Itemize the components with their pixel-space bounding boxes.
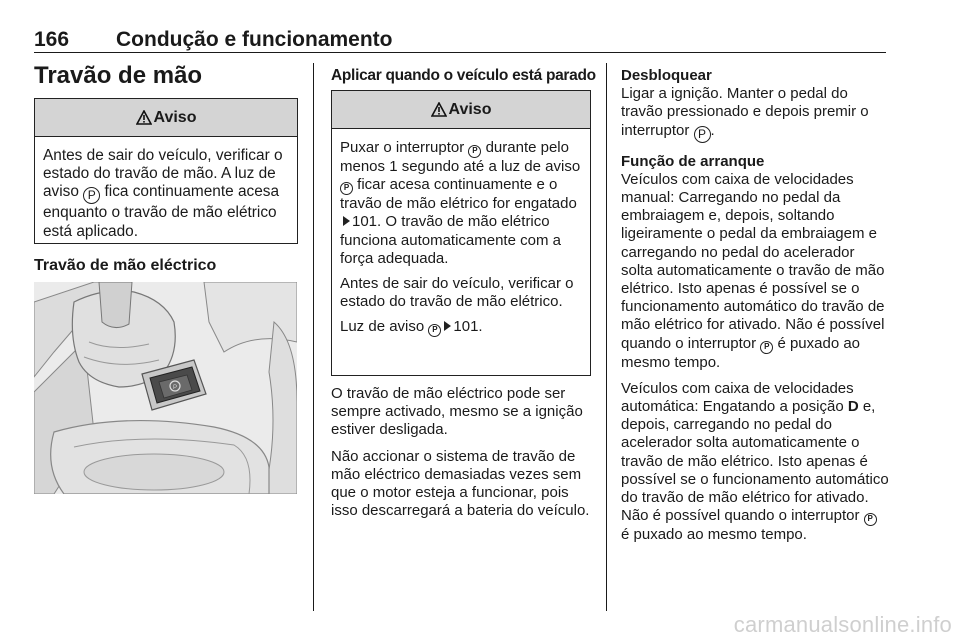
manual-transmission-text: Veículos com caixa de velocidades manual: Carregando no pedal da embraiagem e, depois, soltando ligeiramente o pedal da embraiagem e carregando no pedal do acelerador solta automaticamente o travão de mão elétrico. Isto apenas é possível se o funcionamento automático do travão de mão elétrico for ativado. Não é possível quando o interruptor P é puxado ao mesmo tempo.	[621, 170, 885, 371]
release-heading: Desbloquear	[621, 67, 712, 84]
running-title: Condução e funcionamento	[116, 28, 393, 51]
page-header	[34, 28, 886, 52]
page-number: 166	[34, 28, 70, 51]
warning-heading-label: Aviso	[153, 108, 197, 126]
warning-2-para-1: Puxar o interruptor P durante pelo menos 1 segundo até a luz de aviso P ficar acesa continuamente e o travão de mão elétrico for engatado101. O travão de mão elétrico funciona automaticamente com a força adequada.	[340, 139, 581, 267]
column-divider-1	[313, 63, 314, 611]
warning-heading-2	[332, 91, 590, 129]
column-2-body	[331, 385, 593, 528]
body-paragraph: Não accionar o sistema de travão de mão eléctrico demasiadas vezes sem que o motor esteja a funcionar, pois isso descarregará a bateria do veículo.	[331, 447, 590, 520]
page-reference-arrow-icon	[444, 321, 451, 331]
brake-switch-icon: P	[760, 341, 773, 354]
gear-position: D	[847, 398, 859, 416]
console-drawing	[34, 282, 297, 494]
parking-brake-light-icon: P	[83, 187, 100, 204]
start-function-heading: Função de arranque	[621, 152, 765, 170]
brake-switch-icon: P	[694, 126, 711, 143]
warning-2-para-2: Antes de sair do veículo, verificar o estado do travão de mão elétrico.	[340, 275, 574, 311]
body-paragraph: O travão de mão eléctrico pode ser sempre activado, mesmo se a ignição estiver desligada.	[331, 385, 583, 439]
warning-heading-label: Aviso	[448, 100, 492, 118]
page-reference[interactable]: 101.	[453, 318, 483, 336]
warning-1-text: Antes de sair do veículo, verificar o estado do travão de mão. A luz de aviso P fica continuamente acesa enquanto o travão de mão elétrico está aplicado.	[43, 147, 283, 240]
page-reference-arrow-icon	[343, 216, 350, 226]
svg-text:P: P	[172, 385, 178, 391]
center-console-illustration	[34, 282, 297, 494]
watermark: carmanualsonline.info	[733, 612, 952, 637]
section-title: Travão de mão	[34, 62, 203, 89]
brake-warning-light-icon: P	[340, 182, 353, 195]
header-rule	[34, 52, 886, 53]
warning-heading	[35, 99, 297, 137]
release-text: Ligar a ignição. Manter o pedal do travão pressionado e depois premir o interruptor P .	[621, 85, 869, 141]
apply-heading: Aplicar quando o veículo está parado	[331, 67, 596, 84]
brake-warning-light-icon: P	[428, 324, 441, 337]
page-reference[interactable]: 101	[352, 213, 378, 231]
brake-switch-icon: P	[864, 513, 877, 526]
warning-triangle-icon	[431, 102, 447, 117]
column-3-body	[621, 67, 889, 552]
warning-2-para-3: Luz de aviso P 101.	[340, 318, 483, 336]
warning-triangle-icon	[136, 110, 152, 125]
warning-box-1	[34, 98, 298, 244]
subsection-title: Travão de mão eléctrico	[34, 257, 217, 274]
brake-switch-icon: P	[468, 145, 481, 158]
column-divider-2	[606, 63, 607, 611]
warning-box-2	[331, 90, 591, 376]
automatic-transmission-text: Veículos com caixa de velocidades automática: Engatando a posição D e, depois, carregando no pedal do acelerador solta automaticamente o travão de mão elétrico. Isto apenas é possível se o funcionamento automático do travão de mão elétrico for ativado. Não é possível quando o interruptor P é puxado ao mesmo tempo.	[621, 379, 889, 544]
